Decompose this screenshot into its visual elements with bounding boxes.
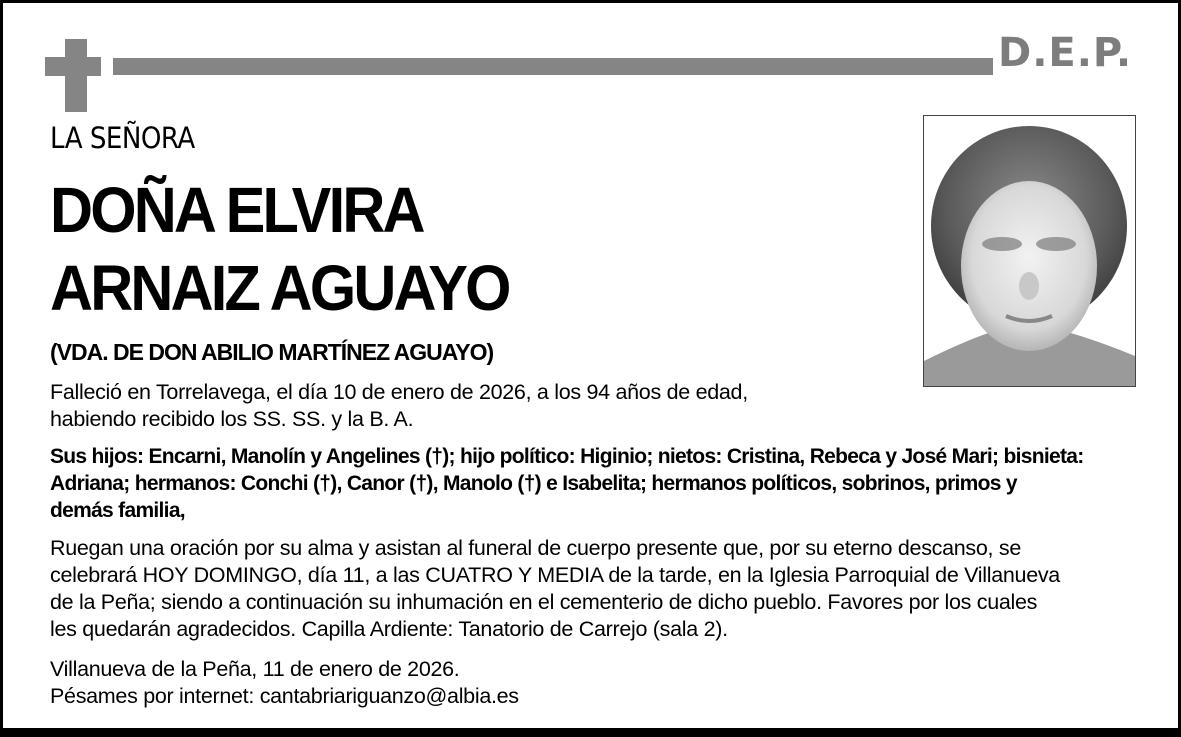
honorific: LA SEÑORA: [50, 121, 195, 155]
death-info-line: Falleció en Torrelavega, el día 10 de enero de 2026, a los 94 años de edad,: [50, 380, 748, 404]
funeral-line: Ruegan una oración por su alma y asistan al funeral de cuerpo presente que, por su eterno descanso, se: [50, 536, 1021, 560]
family-line: demás familia,: [50, 499, 185, 522]
family-line: Adriana; hermanos: Conchi (†), Canor (†), Manolo (†) e Isabelita; hermanos políticos, sobrinos, primos y: [50, 472, 1017, 495]
portrait-image: [924, 116, 1135, 386]
funeral-line: les quedarán agradecidos. Capilla Ardiente: Tanatorio de Carrejo (sala 2).: [50, 617, 728, 641]
header-rule: [113, 58, 993, 75]
widow-of: (VDA. DE DON ABILIO MARTÍNEZ AGUAYO): [50, 339, 494, 365]
death-info: [50, 379, 870, 433]
deceased-name: [50, 171, 509, 327]
funeral-line: celebrará HOY DOMINGO, día 11, a las CUATRO Y MEDIA de la tarde, en la Iglesia Parroquial de Villanueva: [50, 563, 1060, 587]
funeral-line: de la Peña; siendo a continuación su inhumación en el cementerio de dicho pueblo. Favores por los cuales: [50, 590, 1038, 614]
condolences-contact: Pésames por internet: cantabriariguanzo@albia.es: [50, 684, 519, 708]
footer: [50, 656, 950, 710]
death-info-line: habiendo recibido los SS. SS. y la B. A.: [50, 407, 414, 431]
portrait-photo: [923, 115, 1136, 387]
name-line-1: DOÑA ELVIRA: [50, 174, 423, 246]
funeral-info: [50, 535, 1140, 643]
family-line: Sus hijos: Encarni, Manolín y Angelines (†); hijo político: Higinio; nietos: Cristina, Rebeca y José Mari; bisnieta:: [50, 445, 1084, 468]
place-date: Villanueva de la Peña, 11 de enero de 2026.: [50, 657, 460, 681]
dep-label: D.E.P.: [998, 30, 1133, 76]
family-list: [50, 443, 1130, 524]
name-line-2: ARNAIZ AGUAYO: [50, 252, 509, 324]
cross-icon-bar: [45, 57, 101, 76]
